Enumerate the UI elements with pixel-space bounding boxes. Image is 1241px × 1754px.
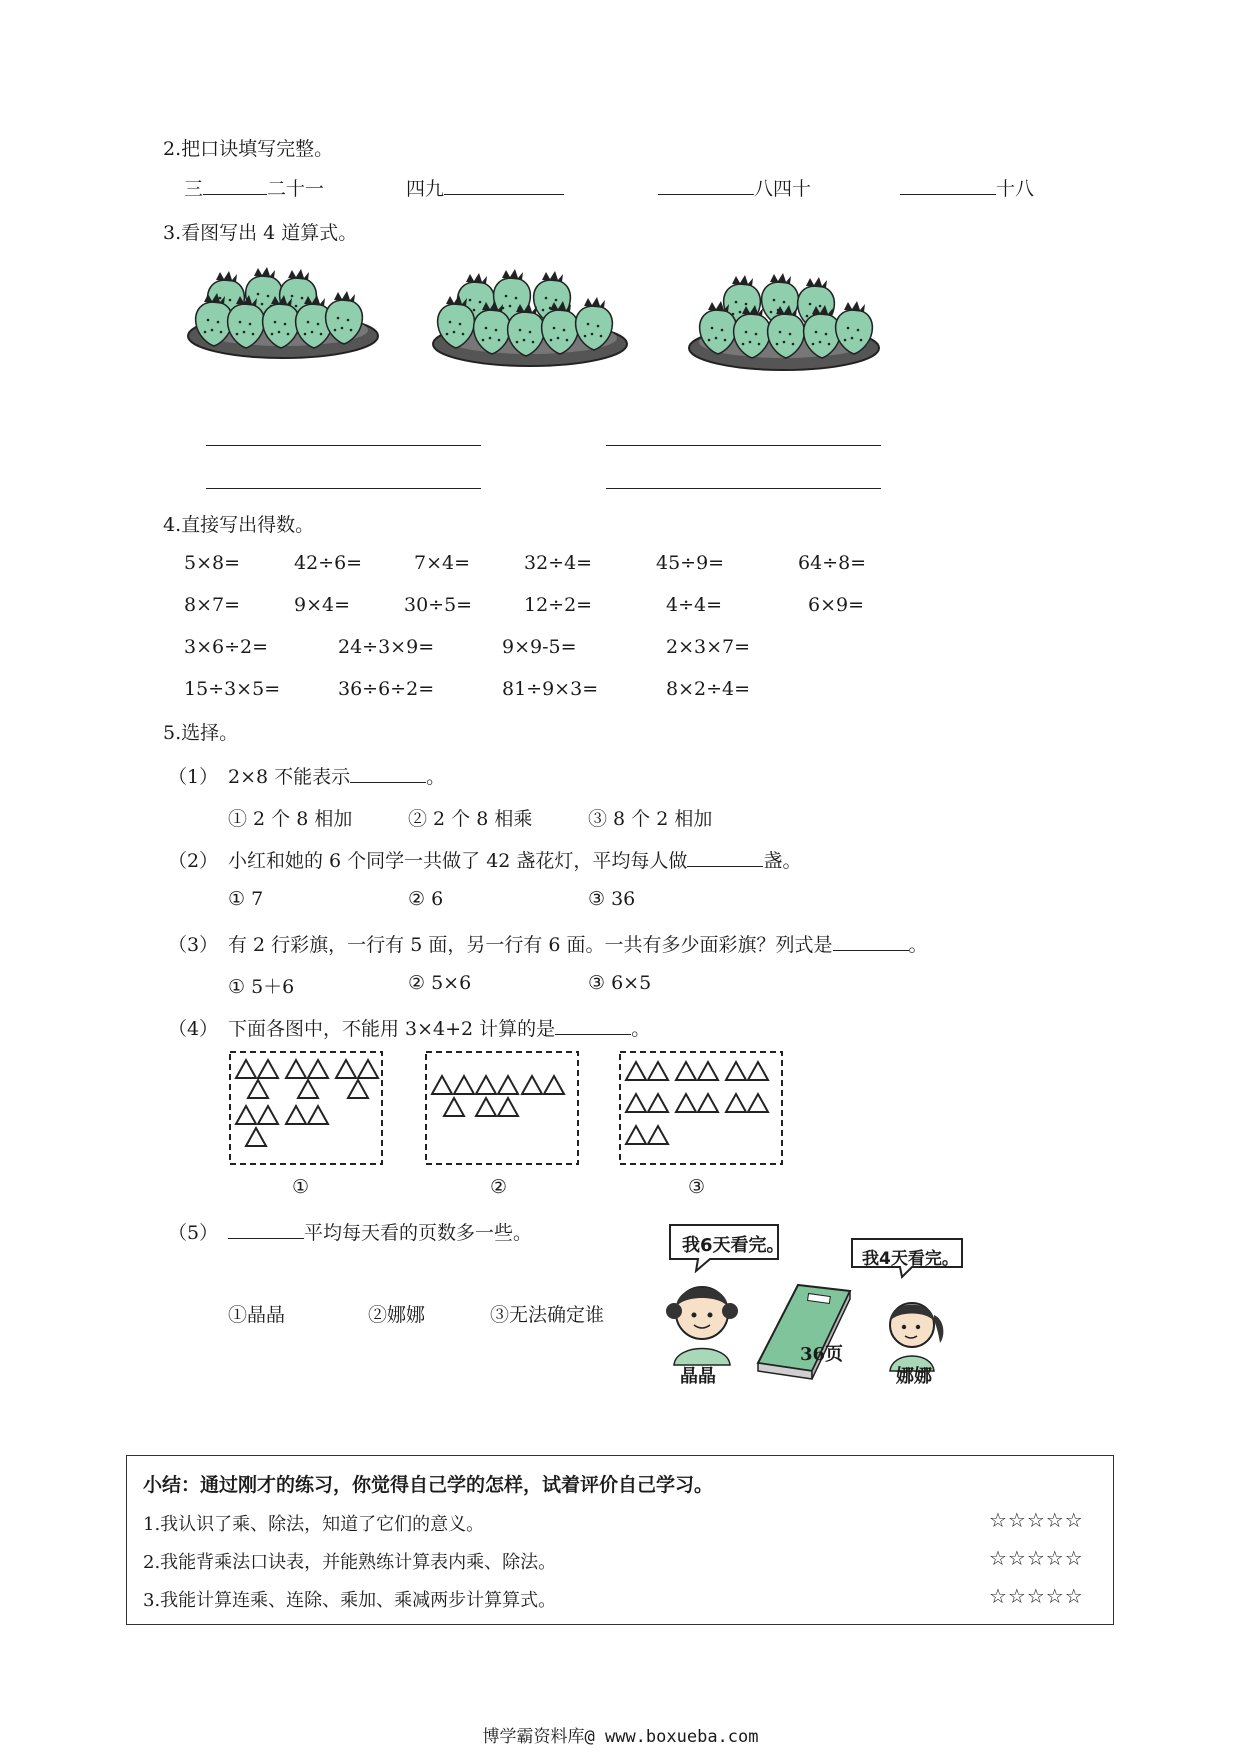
blank[interactable] [203,176,267,195]
summary-item-1: 1.我认识了乘、除法，知道了它们的意义。 [143,1514,485,1535]
calc-item: 2×3×7= [666,636,751,658]
summary-title: 小结：通过刚才的练习，你觉得自己学的怎样，试着评价自己学习。 [143,1474,714,1496]
q5-s5-option-1[interactable]: ①晶晶 [228,1304,286,1326]
calc-item: 64÷8= [798,552,867,574]
calc-item: 15÷3×5= [184,678,281,700]
rating-stars-1[interactable]: ☆☆☆☆☆ [989,1508,1084,1532]
calc-item: 42÷6= [294,552,363,574]
q5-s2-option-1[interactable]: ① 7 [228,888,264,910]
blank[interactable] [687,848,763,867]
blank[interactable] [350,764,426,783]
triangle-group-3[interactable] [618,1050,788,1170]
blank[interactable] [658,176,754,195]
q5-s5-num: （5） [168,1222,219,1244]
calc-item: 5×8= [184,552,241,574]
strawberry-plates-illustration [186,258,906,388]
calc-item: 36÷6÷2= [338,678,435,700]
q5-s5-option-2[interactable]: ②娜娜 [368,1304,426,1326]
q5-s2-option-2[interactable]: ② 6 [408,888,444,910]
answer-line-4[interactable] [606,488,881,489]
blank[interactable] [444,176,564,195]
q5-s1-question: 2×8 不能表示 。 [228,766,446,788]
group-label-3: ③ [688,1176,706,1198]
group-label-2: ② [490,1176,508,1198]
q2-item-2: 四九 [406,174,564,201]
calc-item: 9×4= [294,594,351,616]
blank[interactable] [900,176,996,195]
calc-item: 81÷9×3= [502,678,599,700]
summary-box [126,1455,1114,1625]
q2-title: 2.把口诀填写完整。 [163,138,334,160]
answer-line-3[interactable] [206,488,481,489]
blank[interactable] [555,1016,631,1035]
q2-item-3: 八四十 [658,174,811,201]
triangle-group-1[interactable] [228,1050,388,1170]
q5-s2-question: 小红和她的 6 个同学一共做了 42 盏花灯，平均每人做 盏。 [228,850,802,872]
q5-s1-num: （1） [168,766,219,788]
q3-title: 3.看图写出 4 道算式。 [163,222,358,244]
bubble-nana: 我4天看完。 [862,1249,959,1269]
triangle-group-2[interactable] [424,1050,584,1170]
bubble-jingjing: 我6天看完。 [682,1235,785,1256]
calc-item: 6×9= [808,594,865,616]
q5-s3-option-3[interactable]: ③ 6×5 [588,972,652,994]
rating-stars-3[interactable]: ☆☆☆☆☆ [989,1584,1084,1608]
footer-watermark: 博学霸资料库@ www.boxueba.com [482,1727,759,1747]
q5-s5-question: 平均每天看的页数多一些。 [228,1218,532,1245]
calc-item: 8×7= [184,594,241,616]
answer-line-2[interactable] [606,445,881,446]
answer-line-1[interactable] [206,445,481,446]
q5-s3-option-2[interactable]: ② 5×6 [408,972,472,994]
q5-s4-question: 下面各图中，不能用 3×4+2 计算的是 。 [228,1018,651,1040]
blank[interactable] [833,932,909,951]
calc-item: 32÷4= [524,552,593,574]
calc-item: 9×9-5= [502,636,577,658]
q5-s2-num: （2） [168,850,219,872]
calc-item: 8×2÷4= [666,678,751,700]
q5-title: 5.选择。 [163,722,239,744]
summary-item-2: 2.我能背乘法口诀表，并能熟练计算表内乘、除法。 [143,1552,557,1573]
q4-title: 4.直接写出得数。 [163,514,315,536]
rating-stars-2[interactable]: ☆☆☆☆☆ [989,1546,1084,1570]
book-pages-label: 36页 [800,1344,844,1365]
q5-s1-option-3[interactable]: ③ 8 个 2 相加 [588,808,713,830]
name-jingjing: 晶晶 [680,1366,716,1387]
q5-s2-option-3[interactable]: ③ 36 [588,888,636,910]
calc-item: 7×4= [414,552,471,574]
girl-nana-icon [890,1303,943,1371]
q5-s3-num: （3） [168,934,219,956]
q5-s5-option-3[interactable]: ③无法确定谁 [490,1304,605,1326]
q5-s3-option-1[interactable]: ① 5＋6 [228,976,295,998]
summary-item-3: 3.我能计算连乘、连除、乘加、乘减两步计算算式。 [143,1590,557,1611]
calc-item: 3×6÷2= [184,636,269,658]
calc-item: 45÷9= [656,552,725,574]
q5-s1-option-2[interactable]: ② 2 个 8 相乘 [408,808,533,830]
calc-item: 12÷2= [524,594,593,616]
name-nana: 娜娜 [896,1366,932,1387]
blank[interactable] [228,1220,304,1239]
calc-item: 24÷3×9= [338,636,435,658]
calc-item: 30÷5= [404,594,473,616]
q5-s1-option-1[interactable]: ① 2 个 8 相加 [228,808,353,830]
q5-s4-num: （4） [168,1018,219,1040]
q2-item-4: 十八 [900,174,1034,201]
girl-jingjing-icon [666,1287,738,1365]
calc-item: 4÷4= [666,594,723,616]
group-label-1: ① [292,1176,310,1198]
q5-s3-question: 有 2 行彩旗，一行有 5 面，另一行有 6 面。一共有多少面彩旗？列式是 。 [228,934,928,956]
q2-item-1: 三 二十一 [184,178,325,200]
